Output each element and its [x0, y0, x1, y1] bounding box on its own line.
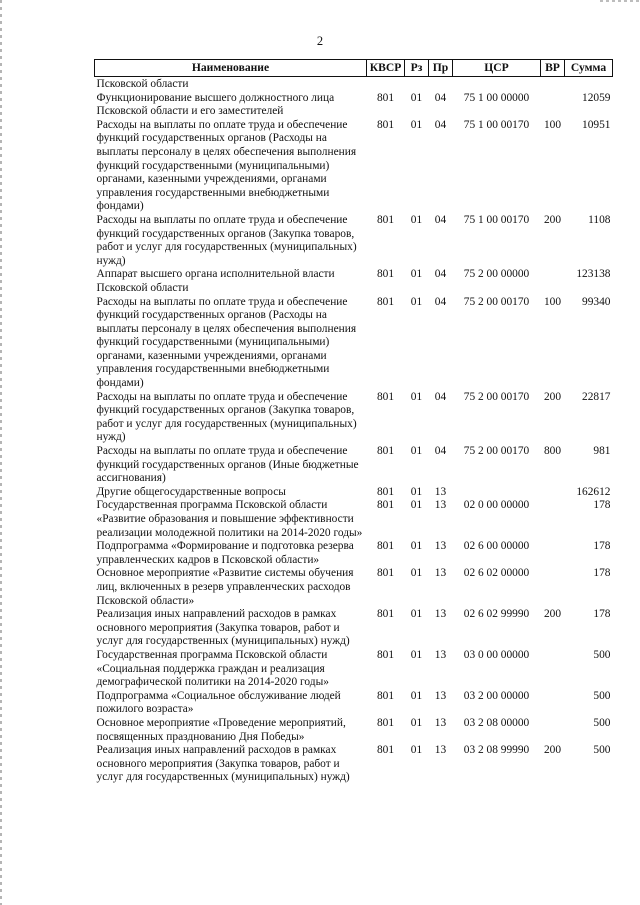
cell-rz: 01: [410, 91, 423, 104]
cell-pr: 04: [434, 268, 447, 281]
cell-kvsr: 801: [376, 499, 395, 512]
scan-edge-top: [600, 0, 640, 2]
cell-pr: 13: [434, 716, 447, 729]
table-row: [95, 608, 613, 649]
cell-rz: 01: [410, 213, 423, 226]
cell-rz: 01: [410, 268, 423, 281]
cell-name: Расходы на выплаты по оплате труда и обеспечение функций государственных органов (Закупка товаров, работ и услуг для государственных (муниципальных) нужд): [96, 213, 357, 267]
cell-sum: 123138: [576, 268, 611, 281]
cell-rz: [405, 77, 429, 92]
table-row: [95, 486, 613, 500]
cell-sum: 178: [593, 499, 611, 512]
cell-sum: 10951: [582, 118, 611, 131]
cell-kvsr: 801: [376, 390, 395, 403]
cell-name: Реализация иных направлений расходов в рамках основного мероприятия (Закупка товаров, работ и услуг для государственных (муниципальных) нужд): [96, 608, 350, 648]
cell-name: Расходы на выплаты по оплате труда и обеспечение функций государственных органов (Иные бюджетные ассигнования): [96, 445, 359, 485]
cell-vr: 200: [543, 608, 562, 621]
header-sum: Сумма: [565, 60, 613, 77]
table-row: [95, 744, 613, 785]
cell-rz: 01: [410, 540, 423, 553]
cell-sum: 981: [593, 445, 611, 458]
table-row: [95, 296, 613, 391]
cell-kvsr: 801: [376, 716, 395, 729]
cell-vr: [541, 486, 565, 500]
cell-vr: 100: [543, 118, 562, 131]
cell-vr: [541, 92, 565, 119]
cell-name: Подпрограмма «Социальное обслуживание людей пожилого возраста»: [96, 689, 341, 716]
table-row: [95, 268, 613, 295]
cell-rz: 01: [410, 608, 423, 621]
cell-name: Государственная программа Псковской области «Социальная поддержка граждан и реализация демографической политики на 2014-2020 годы»: [96, 648, 329, 689]
cell-vr: 800: [543, 445, 562, 458]
cell-vr: [541, 567, 565, 608]
cell-pr: [429, 77, 453, 92]
cell-name: Расходы на выплаты по оплате труда и обеспечение функций государственных органов (Расходы на выплаты персоналу в целях обеспечения выполнения функций государственными (муниципальными) органами, казенными учреждениями, органами управления государственными внебюджетными фондами): [96, 118, 357, 213]
cell-name: Основное мероприятие «Проведение мероприятий, посвященных празднованию Дня Победы»: [96, 716, 346, 743]
cell-pr: 04: [434, 118, 447, 131]
cell-rz: 01: [410, 445, 423, 458]
page-number: 2: [316, 34, 324, 48]
table-row: [95, 214, 613, 268]
cell-pr: 04: [434, 445, 447, 458]
table-row: [95, 77, 613, 92]
cell-kvsr: 801: [376, 118, 395, 131]
cell-rz: 01: [410, 567, 423, 580]
cell-rz: 01: [410, 648, 423, 661]
cell-pr: 13: [434, 744, 447, 757]
table-row: [95, 649, 613, 690]
cell-kvsr: 801: [376, 485, 395, 498]
cell-name: Подпрограмма «Формирование и подготовка резерва управленческих кадров в Псковской области»: [96, 540, 354, 566]
cell-vr: [541, 717, 565, 744]
cell-csr: 03 2 00 00000: [463, 689, 530, 702]
cell-csr: 03 2 08 99990: [463, 744, 530, 757]
cell-kvsr: 801: [376, 445, 395, 458]
cell-csr: 75 2 00 00170: [463, 445, 530, 458]
cell-pr: 13: [434, 608, 447, 621]
cell-sum: 500: [593, 648, 611, 661]
cell-sum: 12059: [582, 91, 611, 104]
cell-sum: 178: [593, 540, 611, 553]
scan-edge-left: [0, 0, 2, 905]
cell-csr: 02 6 00 00000: [463, 540, 530, 553]
cell-rz: 01: [410, 689, 423, 702]
cell-sum: 162612: [576, 485, 611, 498]
table-row: [95, 717, 613, 744]
cell-sum: 178: [593, 567, 611, 580]
cell-pr: 13: [434, 499, 447, 512]
cell-rz: 01: [410, 390, 423, 403]
cell-csr: [453, 486, 541, 500]
cell-kvsr: [367, 77, 405, 92]
table-row: [95, 499, 613, 540]
cell-vr: 200: [543, 213, 562, 226]
cell-kvsr: 801: [376, 689, 395, 702]
cell-name: Аппарат высшего органа исполнительной власти Псковской области: [96, 268, 335, 294]
cell-csr: 03 0 00 00000: [463, 648, 530, 661]
cell-csr: [453, 77, 541, 92]
cell-vr: [541, 690, 565, 717]
header-csr: ЦСР: [453, 60, 541, 77]
cell-csr: 03 2 08 00000: [463, 716, 530, 729]
cell-csr: 75 1 00 00170: [463, 213, 530, 226]
cell-sum: 178: [593, 608, 611, 621]
cell-vr: [541, 499, 565, 540]
cell-csr: 02 0 00 00000: [463, 499, 530, 512]
cell-pr: 13: [434, 648, 447, 661]
cell-kvsr: 801: [376, 213, 395, 226]
cell-vr: [541, 77, 565, 92]
cell-kvsr: 801: [376, 567, 395, 580]
header-kvsr: КВСР: [367, 60, 405, 77]
cell-rz: 01: [410, 499, 423, 512]
cell-name: Реализация иных направлений расходов в рамках основного мероприятия (Закупка товаров, работ и услуг для государственных (муниципальных) нужд): [96, 744, 350, 784]
cell-name: Функционирование высшего должностного лица Псковской области и его заместителей: [96, 91, 335, 118]
cell-pr: 04: [434, 213, 447, 226]
cell-rz: 01: [410, 485, 423, 498]
cell-kvsr: 801: [376, 608, 395, 621]
cell-sum: 500: [593, 689, 611, 702]
cell-kvsr: 801: [376, 268, 395, 281]
cell-name: Расходы на выплаты по оплате труда и обеспечение функций государственных органов (Закупка товаров, работ и услуг для государственных (муниципальных) нужд): [96, 390, 357, 444]
cell-vr: [541, 649, 565, 690]
cell-name: Другие общегосударственные вопросы: [96, 485, 286, 498]
cell-rz: 01: [410, 716, 423, 729]
table-header-row: [95, 60, 613, 77]
table-row: [95, 540, 613, 567]
table-row: [95, 119, 613, 214]
cell-csr: 75 2 00 00170: [463, 390, 530, 403]
cell-vr: [541, 540, 565, 567]
cell-csr: 75 1 00 00000: [463, 91, 530, 104]
cell-rz: 01: [410, 744, 423, 757]
cell-pr: 04: [434, 295, 447, 308]
cell-csr: 75 2 00 00170: [463, 295, 530, 308]
cell-name: Псковской области: [96, 78, 189, 90]
cell-kvsr: 801: [376, 91, 395, 104]
table-body: [95, 77, 613, 785]
cell-csr: 02 6 02 00000: [463, 567, 530, 580]
cell-sum: 500: [593, 744, 611, 757]
cell-pr: 13: [434, 689, 447, 702]
cell-pr: 13: [434, 485, 447, 498]
cell-name: Государственная программа Псковской области «Развитие образования и повышение эффективности реализации молодежной политики на 2014-2020 годы»: [96, 499, 363, 539]
cell-sum: 500: [593, 716, 611, 729]
cell-vr: [541, 268, 565, 295]
cell-pr: 13: [434, 540, 447, 553]
cell-vr: 200: [543, 744, 562, 757]
cell-pr: 04: [434, 91, 447, 104]
cell-kvsr: 801: [376, 540, 395, 553]
table-row: [95, 391, 613, 445]
cell-sum: [565, 77, 613, 92]
header-pr: Пр: [429, 60, 453, 77]
cell-csr: 75 1 00 00170: [463, 118, 530, 131]
cell-sum: 22817: [582, 390, 611, 403]
table-row: [95, 445, 613, 486]
cell-kvsr: 801: [376, 295, 395, 308]
table-row: [95, 690, 613, 717]
cell-vr: 200: [543, 390, 562, 403]
header-rz: Рз: [405, 60, 429, 77]
table-row: [95, 567, 613, 608]
header-name: Наименование: [95, 60, 367, 77]
cell-kvsr: 801: [376, 648, 395, 661]
cell-kvsr: 801: [376, 744, 395, 757]
cell-vr: 100: [543, 295, 562, 308]
cell-sum: 99340: [582, 295, 611, 308]
table-row: [95, 92, 613, 119]
cell-csr: 75 2 00 00000: [463, 268, 530, 281]
cell-rz: 01: [410, 118, 423, 131]
budget-table: [94, 59, 613, 785]
cell-pr: 13: [434, 567, 447, 580]
cell-sum: 1108: [588, 213, 611, 226]
cell-rz: 01: [410, 295, 423, 308]
cell-name: Основное мероприятие «Развитие системы обучения лиц, включенных в резерв управленческих расходов Псковской области»: [96, 567, 354, 607]
cell-pr: 04: [434, 390, 447, 403]
header-vr: ВР: [541, 60, 565, 77]
cell-csr: 02 6 02 99990: [463, 608, 530, 621]
cell-name: Расходы на выплаты по оплате труда и обеспечение функций государственных органов (Расходы на выплаты персоналу в целях обеспечения выполнения функций государственными (муниципальными) органами, казенными учреждениями, органами управления государственными внебюджетными фондами): [96, 295, 357, 390]
